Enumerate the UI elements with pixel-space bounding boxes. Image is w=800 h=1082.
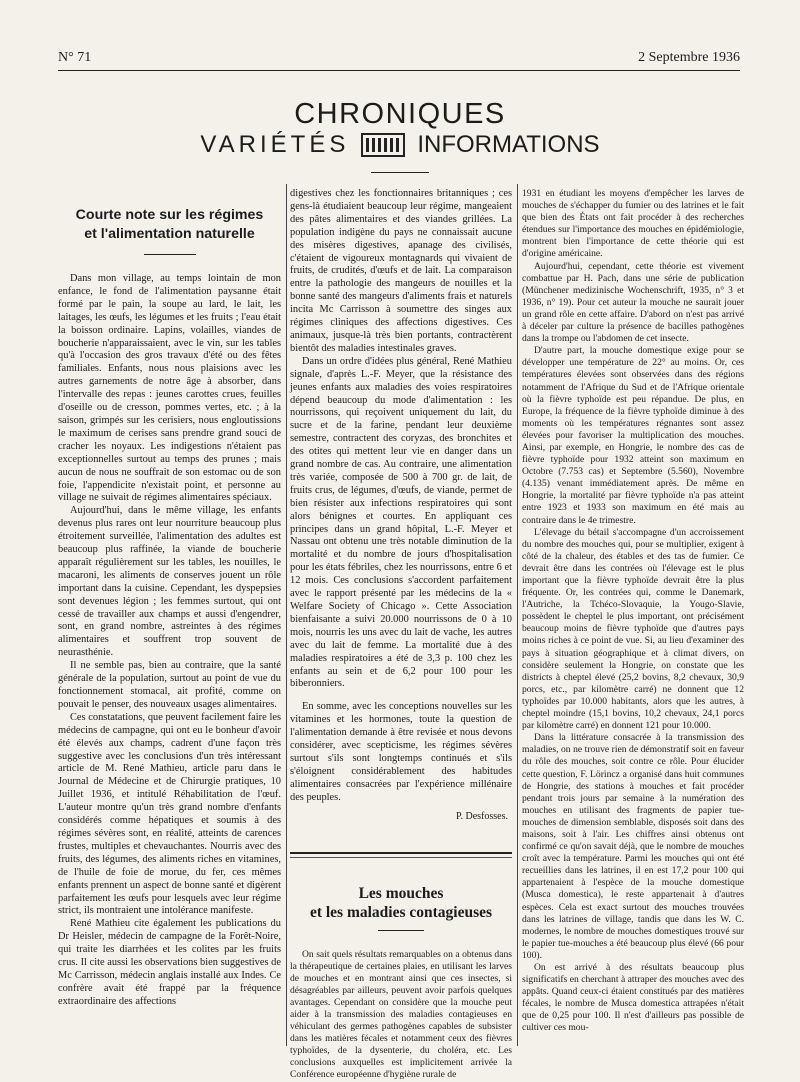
article-separator — [290, 857, 512, 858]
masthead-varietes: VARIÉTÉS — [200, 131, 350, 158]
article1-paragraph: En somme, avec les conceptions nouvelles sur les vitamines et les hormones, toute la question de l'alimentation demande à être revisée et nous devons considérer, avec scepticisme, les régimes sévères surtout s'ils sont longtemps continués et s'ils s'éloignent considérablement des habitudes alimentaires consacrées par l'expérience millénaire des peuples. — [290, 701, 512, 803]
article2-paragraph: On est arrivé à des résultats beaucoup plus significatifs en cherchant à attraper des mouches avec des appâts. Quand ceux-ci étaient constitués par des matières fécales, le nombre de Musca domestica attrapées n'était que de 0,25 pour 100. Il n'est d'ailleurs pas possible de cultiver ces mou- — [522, 962, 744, 1034]
masthead-rule — [371, 172, 429, 173]
article2-paragraph: D'autre part, la mouche domestique exige pour se développer une température de 22° au moins. Or, ces températures élevées sont observées dans des régions notamment de l'Afrique du Sud et de l'Afrique orientale où la fièvre typhoïde est peu répandue. De plus, en Europe, la fréquence de la fièvre typhoïde diminue à des moments où les températures régnantes sont assez élevées pour favoriser la multiplication des mouches. Ainsi, par exemple, en Hongrie, le nombre des cas de fièvre typhoïde pour 1932 atteint son maximum en Octobre (7.753 cas) et Septembre (5.560), Novembre (4.135) venant immédiatement après. De même en Hongrie, la mortalité par fièvre typhoïde n'a pas atteint entre 1923 et 1933 son maximum en été mais au contraire dans le 4e trimestre. — [522, 345, 744, 526]
article1-paragraph: Dans un ordre d'idées plus général, René Mathieu signale, d'après L.-F. Meyer, que la résistance des jeunes enfants aux maladies des voies respiratoires dépend beaucoup du mode d'alimentation : les nourrissons, qui reçoivent uniquement du lait, du sucre et de la farine, pendant leur deuxième semestre, contractent des coryzas, des bronchites et des otites qui mettent leur vie en danger dans un grand nombre de cas. Au contraire, une alimentation très variée, composée de 500 à 700 gr. de lait, de fruits crus, de légumes, d'œufs, de viande, permet de bien résister aux infections respiratoires qui sont alors bénignes et courtes. En appliquant ces principes dans un grand hôpital, L.-F. Meyer et Nassau ont obtenu une très notable diminution de la mortalité et du nombre de jours d'hospitalisation pour les états fébriles, chez les nourrissons, entre 6 et 12 mois. Ces conclusions s'accordent parfaitement avec le rapport présenté par les médecins de la « Welfare Society of Chicago ». Cette Association bienfaisante a suivi 20.000 nourrissons de 0 à 10 mois, nourris les uns avec du lait de vache, les autres avec du lait de femme. La mortalité due à des maladies respiratoires a été de 3,3 p. 100 chez les enfants au sein et de 6,2 pour 100 pour les biberonniers. — [290, 355, 512, 690]
column-divider — [517, 184, 518, 1046]
masthead-chroniques: CHRONIQUES — [294, 98, 506, 130]
masthead-subtitle — [0, 130, 800, 160]
masthead — [0, 98, 800, 173]
title-rule — [144, 254, 196, 255]
article1-paragraph: Aujourd'hui, dans le même village, les enfants devenus plus rares ont leur nourriture beaucoup plus étroitement surveillée, l'alimentation des adultes est beaucoup plus raffinée, la viande de boucherie apparaît régulièrement sur les tables, les nouilles, le macaroni, les aliments de conserves jouent un rôle important dans la cuisine. Cependant, les dyspepsies sont devenues légion ; les femmes surtout, qui ont cessé de travailler aux champs et aussi d'engendrer, sont, en grand nombre, astreintes à des régimes alimentaires et souffrent trop souvent de neurasthénie. — [58, 505, 281, 659]
column-1 — [58, 196, 281, 1009]
article2-title: Les mouches et les maladies contagieuses — [309, 884, 493, 921]
article1-paragraph: Il ne semble pas, bien au contraire, que la santé générale de la population, surtout au point de vue du fonctionnement stomacal, ait profité, comme on pouvait le penser, des nouveaux usages alimentaires. — [58, 660, 281, 710]
article2-body-start — [290, 949, 512, 1082]
article-separator — [290, 852, 512, 854]
article2-paragraph: Aujourd'hui, cependant, cette théorie est vivement combattue par H. Pach, dans une série de publication (Münchener medizinische Wochenschrift, 1935, n° 3 et 1936, n° 19). Pour cet auteur la mouche ne saurait jouer un grand rôle en cette affaire. D'abord on n'est pas arrivé à déceler par culture la présence de bacilles pathogènes dans la trompe ou l'abdomen de cet insecte. — [522, 260, 744, 345]
masthead-informations: INFORMATIONS — [417, 131, 600, 158]
article1-paragraph: digestives chez les fonctionnaires britanniques ; ces gens-là étudiaient beaucoup leur régime, mangeaient des pâtes alimentaires et des viandes grillées. La population indigène du pays ne connaissait aucune des misères digestives, apanage des civilisés, c'étaient de vigoureux montagnards qui vivaient de fruits, de crudités, d'œufs et de lait. La comparaison entre la pathologie des mangeurs de nouilles et la bonne santé des mangeurs d'aliments frais et naturels incita Mc Carrisson à soumettre des singes aux régimes cliniques des affections digestives. Ces animaux, jusque-là très bien portants, contractèrent bientôt des maladies intestinales graves. — [290, 188, 512, 354]
article1-signature: P. Desfosses. — [456, 810, 508, 822]
article2-paragraph: L'élevage du bétail s'accompagne d'un accroissement du nombre des mouches qui, pour se multiplier, exigent à côté de la chaleur, des étables et des tas de fumier. Ce devrait être dans les contrées où l'élevage est le plus important que la fièvre typhoïde devrait être la plus fréquente. Or, les contrées qui, comme le Danemark, l'Autriche, la Tchéco-Slovaquie, la Yougo-Slavie, possèdent le cheptel le plus important, ont précisément beaucoup moins de fièvre typhoïde que d'autres pays moins riches à ce point de vue. Si, au lieu d'examiner des pays à situation géographique et à climat divers, on considère seulement la Hongrie, on constate que les districts à cheptel élevé (25,2 bovins, 8,2 chevaux, 30,9 porcs, etc., par kilomètre carré) ne donnent que 12 typhoïdes par 10.000 habitants, alors que les autres, à cheptel moindre (15,1 bovins, 10,2 chevaux, 24,1 porcs par kilomètre carré) en donnent 121 pour 10.000. — [522, 526, 744, 732]
article2-paragraph: On sait quels résultats remarquables on a obtenus dans la thérapeutique de certaines plaies, en utilisant les larves de mouches et en montrant ainsi que ces insectes, si désagréables par ailleurs, peuvent avoir parfois quelques avantages. Cependant on considère que la mouche peut aider à la transmission des maladies contagieuses en véhiculant des germes pathogènes capables de subsister dans les matières fécales et notamment ceux des fièvres typhoïdes, de la dysenterie, du choléra, etc. Les conclusions auxquelles est implicitement arrivée la Conférence européenne d'hygiène rurale de — [290, 948, 512, 1081]
issue-date: 2 Septembre 1936 — [638, 50, 740, 65]
header-rule — [58, 70, 740, 71]
article2-paragraph: 1931 en étudiant les moyens d'empêcher les larves de mouches de s'échapper du fumier ou des latrines et le fait que bien des États ont fait procéder à des recherches étendues sur l'importance des mouches en épidémiologie, montrent bien l'importance de cette théorie qui est d'origine américaine. — [522, 188, 744, 260]
column-3 — [522, 188, 744, 1035]
title-rule — [378, 930, 424, 931]
column-2 — [290, 188, 512, 1082]
article1-title: Courte note sur les régimes et l'alimentation naturelle — [75, 207, 264, 242]
article1-paragraph: Ces constatations, que peuvent facilement faire les médecins de campagne, qui ont eu le bonheur d'avoir été élevés aux champs, cadrent d'une façon très suggestive avec les conclusions d'un très intéressant article de M. René Mathieu, article paru dans le Journal de Médecine et de Chirurgie pratiques, 10 Juillet 1936, et intitulé Réhabilitation de l'œuf. L'auteur montre qu'un très grand nombre d'enfants considérés comme hépatiques et soumis à des régimes sévères sont, en réalité, atteints de carences frustes, multiples et chevauchantes. Nourris avec des fruits, des légumes, des aliments riches en vitamines, de l'huile de foie de morue, du fer, ces mêmes enfants prennent un aspect de bonne santé et digèrent parfaitement les œufs pour lesquels avec leur régime strict, ils montraient une intolérance manifeste. — [58, 711, 281, 917]
ornament-icon — [361, 133, 405, 157]
article1-paragraph: Dans mon village, au temps lointain de mon enfance, le fond de l'alimentation paysanne était formé par le pain, la soupe au lard, le lait, les laitages, les œufs, les légumes et les fruits ; l'eau était la boisson ordinaire. Lapins, volailles, viandes de boucherie n'apparaissaient, avec le vin, sur les tables qu'à l'occasion des gros travaux d'été ou des fêtes familiales. Enfants, nous nous plaisions avec les autres garnements de notre âge à absorber, dans l'intervalle des repas : jeunes carottes crues, feuilles d'oseille ou de cresson, pommes vertes, etc. ; à la saison, grimpés sur les cerisiers, nous engloutissions le maximum de cerises sans prendre grand souci de cracher les noyaux. Les indigestions n'étaient pas exceptionnelles surtout au temps des prunes ; mais aucun de nous ne souffrait de son estomac ou de son foie, l'appendicite n'existait point, et personne au village ne suivait de régimes alimentaires spéciaux. — [58, 273, 281, 504]
issue-number: N° 71 — [58, 50, 92, 65]
article1-paragraph: René Mathieu cite également les publications du Dr Heisler, médecin de campagne de la Forêt-Noire, qui traite les diarrhées et les colites par les fruits crus. Il cite aussi les observations bien suggestives de Mc Carrisson, médecin anglais installé aux Indes. Ce confrère avait été frappé par la fréquence extraordinaire des affections — [58, 918, 281, 1007]
page-header — [58, 44, 740, 66]
column-divider — [286, 184, 287, 1046]
article2-paragraph: Dans la littérature consacrée à la transmission des maladies, on ne trouve rien de démonstratif soit en faveur du rôle des mouches, soit contre ce rôle. Pour élucider cette question, F. Lörincz a organisé dans huit communes de Hongrie, des stations à mouches et fait procéder pendant trois jours par semaine à la numération des mouches en utilisant des fragments de papier tue-mouches de dimension semblable, disposés soit dans des maisons, soit à l'air. Les chiffres ainsi obtenus ont confirmé ce qu'on savait déjà, que le nombre de mouches croît avec la température. Parmi les mouches qui ont été recueillies dans les latrines, il en est 17,2 pour 100 qui appartenaient à l'espèce de la mouche domestique (Musca domestica), le reste appartenait à d'autres espèces. Cela est exact surtout des mouches trouvées dans les latrines de village, tandis que dans les W. C. modernes, le nombre de mouches domestiques trouvé sur le papier tue-mouches a été beaucoup plus élevé (66 pour 100). — [522, 732, 744, 961]
